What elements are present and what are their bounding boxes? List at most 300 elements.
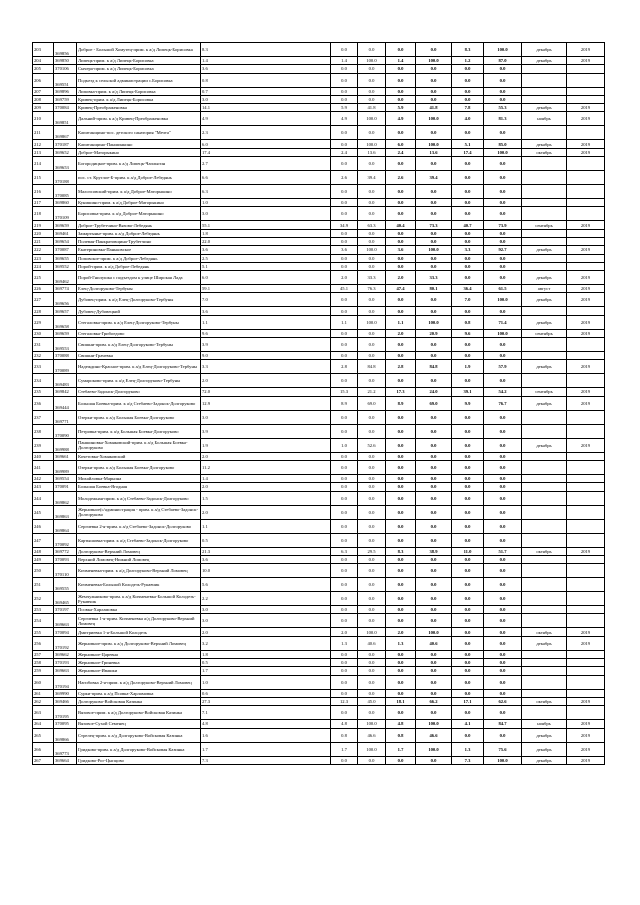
cell-road-length: 1.9 bbox=[201, 438, 331, 452]
table-row bbox=[33, 706, 605, 720]
cell-year: 2019 bbox=[567, 148, 605, 156]
cell-value-b: 0.0 bbox=[358, 352, 386, 360]
cell-year bbox=[567, 606, 605, 614]
cell-month bbox=[522, 564, 567, 578]
cell-year: 2019 bbox=[567, 720, 605, 728]
cell-value-b: 0.0 bbox=[358, 185, 386, 199]
cell-value-a: 0.0 bbox=[331, 519, 358, 533]
cell-road-code: 369552 bbox=[54, 262, 77, 270]
cell-value-f: 75.6 bbox=[484, 742, 522, 756]
cell-month: декабрь bbox=[522, 742, 567, 756]
cell-value-e: 1.9 bbox=[452, 360, 484, 374]
cell-value-d: 66.2 bbox=[416, 697, 452, 705]
cell-value-e: 0.0 bbox=[452, 271, 484, 285]
cell-value-a: 0.8 bbox=[331, 728, 358, 742]
cell-row-number: 260 bbox=[33, 675, 54, 689]
cell-year: 2019 bbox=[567, 140, 605, 148]
cell-road-code: 370095 bbox=[54, 720, 77, 728]
cell-road-name: Дальний-прим. к а/д Кривец-Преображеновка bbox=[77, 112, 201, 126]
cell-value-a: 0.0 bbox=[331, 352, 358, 360]
cell-value-e: 0.0 bbox=[452, 578, 484, 592]
cell-road-length: 10.0 bbox=[201, 564, 331, 578]
cell-month bbox=[522, 614, 567, 628]
cell-value-d: 0.0 bbox=[416, 667, 452, 675]
cell-value-d: 0.0 bbox=[416, 474, 452, 482]
cell-year bbox=[567, 338, 605, 352]
cell-value-e: 0.0 bbox=[452, 628, 484, 636]
table-row bbox=[33, 578, 605, 592]
table-row bbox=[33, 229, 605, 237]
cell-value-b: 100.0 bbox=[358, 315, 386, 329]
cell-year bbox=[567, 505, 605, 519]
table-row bbox=[33, 271, 605, 285]
cell-value-a: 0.0 bbox=[331, 675, 358, 689]
cell-month bbox=[522, 452, 567, 460]
cell-value-b: 0.0 bbox=[358, 95, 386, 103]
cell-year bbox=[567, 564, 605, 578]
cell-month bbox=[522, 424, 567, 438]
cell-value-b: 0.0 bbox=[358, 505, 386, 519]
table-row bbox=[33, 720, 605, 728]
cell-year: 2019 bbox=[567, 628, 605, 636]
table-row bbox=[33, 396, 605, 410]
cell-value-c: 2.0 bbox=[386, 628, 416, 636]
cell-road-code: 369863 bbox=[54, 505, 77, 519]
cell-road-name: Жерновное-Ивашки bbox=[77, 667, 201, 675]
cell-value-f: 0.0 bbox=[484, 157, 522, 171]
cell-road-length: 1.0 bbox=[201, 675, 331, 689]
cell-year bbox=[567, 659, 605, 667]
cell-value-f: 0.0 bbox=[484, 207, 522, 221]
cell-month bbox=[522, 578, 567, 592]
cell-road-code: 369654 bbox=[54, 237, 77, 245]
cell-value-c: 47.4 bbox=[386, 285, 416, 293]
cell-value-d: 0.0 bbox=[416, 95, 452, 103]
table-row bbox=[33, 564, 605, 578]
cell-road-length: 2.3 bbox=[201, 126, 331, 140]
table-row bbox=[33, 483, 605, 491]
cell-value-a: 4.8 bbox=[331, 720, 358, 728]
cell-value-f: 61.5 bbox=[484, 285, 522, 293]
cell-value-d: 0.0 bbox=[416, 438, 452, 452]
cell-value-e: 0.0 bbox=[452, 73, 484, 87]
cell-value-c: 0.0 bbox=[386, 43, 416, 57]
cell-value-b: 46.6 bbox=[358, 728, 386, 742]
cell-row-number: 240 bbox=[33, 452, 54, 460]
cell-value-e: 0.0 bbox=[452, 254, 484, 262]
cell-value-c: 1.7 bbox=[386, 742, 416, 756]
cell-value-d: 0.0 bbox=[416, 126, 452, 140]
cell-value-f: 76.7 bbox=[484, 396, 522, 410]
cell-value-a: 45.1 bbox=[331, 285, 358, 293]
cell-month bbox=[522, 505, 567, 519]
cell-road-name: Михайловка-Марьина bbox=[77, 474, 201, 482]
cell-row-number: 218 bbox=[33, 207, 54, 221]
cell-row-number: 204 bbox=[33, 57, 54, 65]
cell-value-c: 0.0 bbox=[386, 126, 416, 140]
cell-value-e: 1.3 bbox=[452, 742, 484, 756]
cell-road-name: Капитанщино-пос. детского санатория "Мечта" bbox=[77, 126, 201, 140]
cell-value-a: 0.0 bbox=[331, 126, 358, 140]
cell-value-f: 0.0 bbox=[484, 636, 522, 650]
cell-row-number: 251 bbox=[33, 578, 54, 592]
cell-value-a: 0.0 bbox=[331, 262, 358, 270]
cell-row-number: 237 bbox=[33, 410, 54, 424]
cell-value-e: 0.0 bbox=[452, 650, 484, 658]
cell-value-d: 0.0 bbox=[416, 505, 452, 519]
cell-road-length: 6.0 bbox=[201, 271, 331, 285]
cell-month bbox=[522, 87, 567, 95]
cell-value-a: 0.0 bbox=[331, 564, 358, 578]
table-row bbox=[33, 352, 605, 360]
cell-value-d: 38.9 bbox=[416, 547, 452, 555]
cell-road-name: Капитанщино-Паншинкино bbox=[77, 140, 201, 148]
cell-value-c: 0.0 bbox=[386, 262, 416, 270]
cell-road-code: 369664 bbox=[54, 756, 77, 764]
cell-value-a: 2.4 bbox=[331, 148, 358, 156]
cell-value-f: 0.0 bbox=[484, 460, 522, 474]
cell-value-d: 0.0 bbox=[416, 229, 452, 237]
cell-value-a: 4.9 bbox=[331, 112, 358, 126]
cell-road-name: Елец-Долгоруково-Тербуны bbox=[77, 285, 201, 293]
cell-road-code: 369771 bbox=[54, 410, 77, 424]
cell-value-b: 0.0 bbox=[358, 533, 386, 547]
cell-value-f: 100.0 bbox=[484, 329, 522, 337]
cell-road-length: 1.1 bbox=[201, 315, 331, 329]
cell-value-a: 0.0 bbox=[331, 650, 358, 658]
cell-road-name: пос. ст. Круглое-Б-прим. к а/д Доброе-Лебедянь bbox=[77, 171, 201, 185]
table-body bbox=[33, 43, 605, 765]
cell-road-code: 369862 bbox=[54, 491, 77, 505]
cell-year bbox=[567, 207, 605, 221]
cell-value-f: 0.0 bbox=[484, 410, 522, 424]
cell-value-d: 0.0 bbox=[416, 491, 452, 505]
table-row bbox=[33, 254, 605, 262]
cell-value-a: 0.0 bbox=[331, 614, 358, 628]
table-row bbox=[33, 246, 605, 254]
cell-road-length: 0.5 bbox=[201, 659, 331, 667]
cell-road-length: 22.0 bbox=[201, 237, 331, 245]
cell-value-b: 29.5 bbox=[358, 547, 386, 555]
cell-road-code: 370110 bbox=[54, 564, 77, 578]
cell-row-number: 225 bbox=[33, 271, 54, 285]
cell-value-e: 0.0 bbox=[452, 126, 484, 140]
cell-value-a: 2.6 bbox=[331, 171, 358, 185]
cell-year: 2019 bbox=[567, 756, 605, 764]
cell-value-b: 0.0 bbox=[358, 126, 386, 140]
cell-road-length: 1.8 bbox=[201, 229, 331, 237]
cell-value-f: 0.0 bbox=[484, 483, 522, 491]
cell-value-b: 0.0 bbox=[358, 307, 386, 315]
cell-month: декабрь bbox=[522, 57, 567, 65]
cell-value-b: 100.0 bbox=[358, 246, 386, 254]
cell-value-f: 0.0 bbox=[484, 65, 522, 73]
cell-road-name: Доброе-Маторыкино bbox=[77, 148, 201, 156]
cell-value-a: 0.0 bbox=[331, 293, 358, 307]
cell-value-f: 0.0 bbox=[484, 352, 522, 360]
cell-value-d: 0.0 bbox=[416, 237, 452, 245]
cell-value-c: 0.0 bbox=[386, 410, 416, 424]
cell-road-length: 11.2 bbox=[201, 460, 331, 474]
cell-row-number: 226 bbox=[33, 285, 54, 293]
cell-month: октябрь bbox=[522, 697, 567, 705]
table-row bbox=[33, 606, 605, 614]
cell-value-e: 0.0 bbox=[452, 659, 484, 667]
cell-value-f: 0.0 bbox=[484, 271, 522, 285]
cell-row-number: 249 bbox=[33, 555, 54, 563]
cell-value-c: 6.0 bbox=[386, 140, 416, 148]
cell-row-number: 257 bbox=[33, 650, 54, 658]
cell-month bbox=[522, 262, 567, 270]
cell-row-number: 245 bbox=[33, 505, 54, 519]
cell-value-e: 9.6 bbox=[452, 329, 484, 337]
table-row bbox=[33, 697, 605, 705]
cell-road-code: 369662 bbox=[54, 650, 77, 658]
cell-road-code: 369988 bbox=[54, 438, 77, 452]
cell-value-c: 4.9 bbox=[386, 112, 416, 126]
cell-year bbox=[567, 254, 605, 262]
cell-value-b: 0.0 bbox=[358, 73, 386, 87]
cell-road-name: Кичменевка-прим. к а/д Долгоруково-Верхний Ломовец bbox=[77, 564, 201, 578]
table-row bbox=[33, 491, 605, 505]
cell-row-number: 213 bbox=[33, 148, 54, 156]
cell-road-length: 2.0 bbox=[201, 505, 331, 519]
cell-month bbox=[522, 689, 567, 697]
cell-value-d: 0.0 bbox=[416, 689, 452, 697]
cell-value-e: 0.0 bbox=[452, 491, 484, 505]
cell-month bbox=[522, 171, 567, 185]
table-row bbox=[33, 140, 605, 148]
cell-value-c: 2.8 bbox=[386, 360, 416, 374]
cell-road-length: 27.3 bbox=[201, 697, 331, 705]
cell-road-code: 369864 bbox=[54, 519, 77, 533]
cell-value-b: 0.0 bbox=[358, 650, 386, 658]
cell-road-length: 59.1 bbox=[201, 285, 331, 293]
cell-road-name: Замартынье-прим. к а/д Доброе-Лебедянь bbox=[77, 229, 201, 237]
cell-value-d: 0.0 bbox=[416, 352, 452, 360]
table-row bbox=[33, 360, 605, 374]
cell-year: 2019 bbox=[567, 285, 605, 293]
cell-value-c: 0.0 bbox=[386, 338, 416, 352]
cell-value-c: 0.0 bbox=[386, 424, 416, 438]
cell-row-number: 212 bbox=[33, 140, 54, 148]
cell-value-e: 36.4 bbox=[452, 285, 484, 293]
cell-value-b: 0.0 bbox=[358, 675, 386, 689]
cell-value-a: 0.0 bbox=[331, 483, 358, 491]
cell-value-c: 0.0 bbox=[386, 207, 416, 221]
cell-road-code: 369659 bbox=[54, 329, 77, 337]
cell-row-number: 256 bbox=[33, 636, 54, 650]
cell-value-d: 0.0 bbox=[416, 564, 452, 578]
cell-month bbox=[522, 237, 567, 245]
cell-value-a: 0.0 bbox=[331, 229, 358, 237]
cell-value-f: 0.0 bbox=[484, 262, 522, 270]
cell-value-c: 0.0 bbox=[386, 229, 416, 237]
cell-value-c: 0.0 bbox=[386, 667, 416, 675]
cell-value-c: 0.0 bbox=[386, 614, 416, 628]
cell-value-e: 1.2 bbox=[452, 57, 484, 65]
cell-road-name: Картышовка-прим. к а/д Стебаево-Задонск-Долгоруково bbox=[77, 533, 201, 547]
cell-value-b: 69.0 bbox=[358, 396, 386, 410]
cell-value-a: 6.3 bbox=[331, 547, 358, 555]
cell-value-e: 0.0 bbox=[452, 352, 484, 360]
cell-year: 2019 bbox=[567, 388, 605, 396]
cell-road-code: 370188 bbox=[54, 171, 77, 185]
cell-value-d: 80.1 bbox=[416, 285, 452, 293]
cell-road-code: 369483 bbox=[54, 374, 77, 388]
table-row bbox=[33, 104, 605, 112]
cell-value-a: 0.0 bbox=[331, 592, 358, 606]
cell-value-d: 0.0 bbox=[416, 424, 452, 438]
cell-value-a: 5.9 bbox=[331, 104, 358, 112]
cell-value-f: 0.0 bbox=[484, 519, 522, 533]
cell-value-e: 0.0 bbox=[452, 689, 484, 697]
cell-value-e: 0.0 bbox=[452, 505, 484, 519]
cell-value-b: 13.6 bbox=[358, 148, 386, 156]
cell-road-code: 369850 bbox=[54, 57, 77, 65]
cell-row-number: 219 bbox=[33, 221, 54, 229]
table-row bbox=[33, 460, 605, 474]
cell-value-a: 0.0 bbox=[331, 199, 358, 207]
cell-value-a: 1.0 bbox=[331, 438, 358, 452]
cell-road-code: 369656 bbox=[54, 293, 77, 307]
cell-year bbox=[567, 410, 605, 424]
cell-value-d: 84.8 bbox=[416, 360, 452, 374]
cell-year bbox=[567, 65, 605, 73]
cell-value-c: 0.0 bbox=[386, 157, 416, 171]
cell-road-name: Верхний Ломовец-Нижний Ломовец bbox=[77, 555, 201, 563]
cell-month bbox=[522, 474, 567, 482]
table-row bbox=[33, 221, 605, 229]
cell-month bbox=[522, 65, 567, 73]
cell-road-name: Кичменевка-Большой Колодезь-Рукавчик bbox=[77, 578, 201, 592]
cell-value-f: 0.0 bbox=[484, 73, 522, 87]
cell-value-d: 100.0 bbox=[416, 246, 452, 254]
cell-value-f: 73.9 bbox=[484, 221, 522, 229]
cell-value-d: 100.0 bbox=[416, 742, 452, 756]
cell-road-name: Озерки-прим. к а/д Большая Боевка-Долгоруково bbox=[77, 410, 201, 424]
cell-road-name: Кунишино-прим. к а/д Доброе-Маторыкино bbox=[77, 199, 201, 207]
cell-value-f: 0.0 bbox=[484, 185, 522, 199]
cell-road-code: 369658 bbox=[54, 315, 77, 329]
cell-year bbox=[567, 237, 605, 245]
cell-road-code: 369461 bbox=[54, 229, 77, 237]
cell-row-number: 215 bbox=[33, 171, 54, 185]
cell-value-e: 0.0 bbox=[452, 460, 484, 474]
cell-road-code: 370084 bbox=[54, 104, 77, 112]
cell-value-a: 8.9 bbox=[331, 396, 358, 410]
table-row bbox=[33, 628, 605, 636]
table-row bbox=[33, 614, 605, 628]
cell-road-length: 3.6 bbox=[201, 307, 331, 315]
cell-value-e: 0.0 bbox=[452, 157, 484, 171]
cell-value-e: 0.0 bbox=[452, 606, 484, 614]
cell-road-length: 3.6 bbox=[201, 246, 331, 254]
cell-value-d: 0.0 bbox=[416, 452, 452, 460]
cell-road-code: 369444 bbox=[54, 396, 77, 410]
cell-month: ноябрь bbox=[522, 720, 567, 728]
cell-value-f: 0.0 bbox=[484, 578, 522, 592]
cell-road-length: 3.0 bbox=[201, 410, 331, 424]
cell-month bbox=[522, 650, 567, 658]
cell-road-name: Екатериновка-Паньковское bbox=[77, 246, 201, 254]
cell-value-b: 0.0 bbox=[358, 254, 386, 262]
cell-value-d: 46.6 bbox=[416, 728, 452, 742]
cell-road-name: Полевая-Панкратовщина-Трубетчино bbox=[77, 237, 201, 245]
cell-row-number: 220 bbox=[33, 229, 54, 237]
cell-value-b: 52.6 bbox=[358, 438, 386, 452]
cell-road-code: 369773 bbox=[54, 742, 77, 756]
cell-road-name: Дубовец-Дубовецкий bbox=[77, 307, 201, 315]
cell-value-c: 3.6 bbox=[386, 246, 416, 254]
cell-road-name: Долгоруково-Войсковая Казинка bbox=[77, 697, 201, 705]
cell-value-c: 0.0 bbox=[386, 87, 416, 95]
cell-road-name: Кривец-прим. к а/д Липецк-Борисовка bbox=[77, 95, 201, 103]
cell-value-d: 0.0 bbox=[416, 43, 452, 57]
cell-month: декабрь bbox=[522, 140, 567, 148]
cell-year: 2019 bbox=[567, 636, 605, 650]
cell-road-code: 369842 bbox=[54, 388, 77, 396]
cell-value-f: 62.6 bbox=[484, 697, 522, 705]
table-row bbox=[33, 199, 605, 207]
cell-value-e: 0.0 bbox=[452, 307, 484, 315]
cell-value-b: 0.0 bbox=[358, 756, 386, 764]
cell-value-e: 0.0 bbox=[452, 374, 484, 388]
cell-value-a: 0.0 bbox=[331, 689, 358, 697]
cell-road-length: 1.0 bbox=[201, 199, 331, 207]
cell-value-b: 0.0 bbox=[358, 474, 386, 482]
cell-road-length: 2.2 bbox=[201, 592, 331, 606]
table-row bbox=[33, 148, 605, 156]
cell-value-a: 0.0 bbox=[331, 706, 358, 720]
cell-value-e: 0.0 bbox=[452, 199, 484, 207]
cell-year bbox=[567, 199, 605, 207]
cell-road-code: 369655 bbox=[54, 254, 77, 262]
cell-value-b: 33.3 bbox=[358, 271, 386, 285]
cell-road-length: 3.3 bbox=[201, 360, 331, 374]
cell-value-a: 2.0 bbox=[331, 271, 358, 285]
cell-row-number: 264 bbox=[33, 720, 54, 728]
cell-value-b: 39.4 bbox=[358, 171, 386, 185]
cell-road-length: 8.3 bbox=[201, 43, 331, 57]
cell-value-f: 0.0 bbox=[484, 675, 522, 689]
cell-value-c: 1.4 bbox=[386, 57, 416, 65]
cell-value-d: 0.0 bbox=[416, 157, 452, 171]
cell-value-d: 39.4 bbox=[416, 171, 452, 185]
cell-row-number: 203 bbox=[33, 43, 54, 57]
cell-road-length: 1.8 bbox=[201, 650, 331, 658]
cell-value-f: 0.0 bbox=[484, 706, 522, 720]
table-row bbox=[33, 374, 605, 388]
cell-road-code: 369661 bbox=[54, 452, 77, 460]
cell-row-number: 250 bbox=[33, 564, 54, 578]
cell-road-name: Надеждино-Красное-прим. к а/д Елец-Долгоруково-Тербуны bbox=[77, 360, 201, 374]
cell-month bbox=[522, 374, 567, 388]
cell-year: 2019 bbox=[567, 221, 605, 229]
cell-month bbox=[522, 307, 567, 315]
cell-road-code: 369860 bbox=[54, 199, 77, 207]
cell-road-length: 0.5 bbox=[201, 533, 331, 547]
cell-year: 2019 bbox=[567, 43, 605, 57]
cell-value-b: 0.0 bbox=[358, 578, 386, 592]
cell-value-e: 11.0 bbox=[452, 547, 484, 555]
cell-month: сентябрь bbox=[522, 221, 567, 229]
cell-road-length: 7.1 bbox=[201, 706, 331, 720]
cell-value-b: 0.0 bbox=[358, 157, 386, 171]
cell-value-d: 100.0 bbox=[416, 140, 452, 148]
table-row bbox=[33, 65, 605, 73]
cell-value-b: 100.0 bbox=[358, 57, 386, 65]
